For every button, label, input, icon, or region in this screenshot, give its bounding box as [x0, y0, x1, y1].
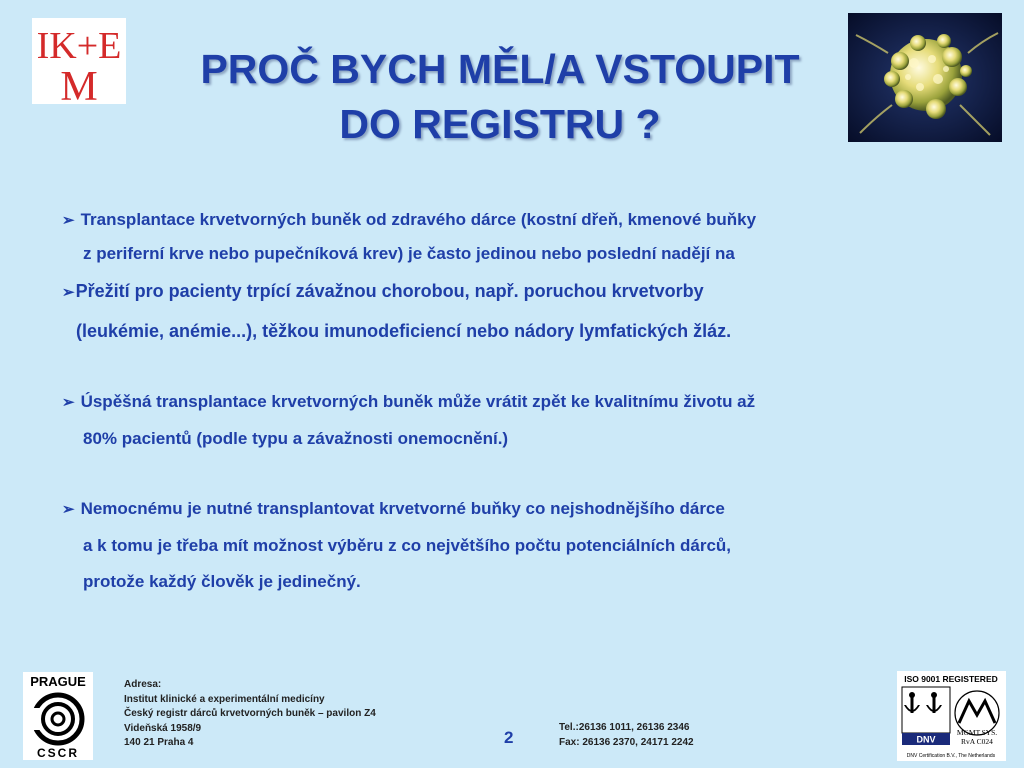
ikem-logo: [32, 18, 126, 104]
iso-9001-logo: [897, 671, 1006, 761]
bullet-3-line-2: 80% pacientů (podle typu a závažnosti onemocnění.): [83, 429, 509, 448]
stem-cell-photo: [848, 13, 1002, 142]
iso-logo-dnv: DNV: [916, 734, 936, 745]
bullet-arrow-icon: ➢: [62, 212, 75, 229]
ikem-logo-text-bottom: M: [60, 64, 98, 104]
bullet-arrow-icon: ➢: [62, 284, 75, 301]
bullet-2-line-1: [62, 280, 704, 304]
title-line-2: DO REGISTRU ?: [339, 101, 661, 147]
contact-fax: Fax: 26136 2370, 24171 2242: [559, 737, 694, 748]
bullet-2-line-2: (leukémie, anémie...), těžkou imunodeficiencí nebo nádory lymfatických žláz.: [76, 321, 732, 341]
page-number: 2: [504, 728, 514, 747]
dnv-emblem-icon: [902, 687, 950, 745]
prague-cscr-logo: [23, 672, 93, 760]
bullet-4-line-2: a k tomu je třeba mít možnost výběru z co největšího počtu potenciálních dárců,: [83, 536, 732, 555]
footer-contact: [559, 720, 694, 750]
bullet-1-line-2: z periferní krve nebo pupečníková krev) je často jedinou nebo poslední nadějí na: [83, 244, 735, 263]
title-line-1: PROČ BYCH MĚL/A VSTOUPIT: [200, 46, 800, 92]
bullet-4-text-1: Nemocnému je nutné transplantovat krvetvorné buňky co nejshodnějšího dárce: [80, 499, 725, 518]
rva-emblem-icon: [955, 691, 999, 746]
bullet-1-text-1: Transplantace krvetvorných buněk od zdravého dárce (kostní dřeň, kmenové buňky: [80, 210, 757, 229]
iso-logo-caption: DNV Certification B.V., The Netherlands: [906, 753, 996, 759]
footer-address: [124, 678, 376, 751]
iso-logo-mgmt-2: RvA C024: [961, 737, 993, 746]
bullet-2-text-1: Přežití pro pacienty trpící závažnou chorobou, např. poruchou krvetvorby: [75, 281, 704, 301]
prague-logo-text-bottom: CSCR: [36, 746, 80, 760]
address-line: 140 21 Praha 4: [124, 737, 194, 748]
bullet-arrow-icon: ➢: [62, 501, 75, 518]
bullet-3-text-1: Úspěšná transplantace krvetvorných buněk může vrátit zpět ke kvalitnímu životu až: [80, 392, 756, 411]
bullet-1-line-1: [62, 209, 756, 232]
address-line: Videňská 1958/9: [124, 722, 202, 734]
bullet-4-line-1: [62, 498, 725, 521]
address-line: Institut klinické a experimentální medicíny: [124, 693, 325, 705]
bullet-4-line-3: protože každý člověk je jedinečný.: [83, 572, 361, 591]
iso-logo-title: ISO 9001 REGISTERED: [904, 674, 998, 684]
address-line: Český registr dárců krvetvorných buněk – pavilon Z4: [124, 708, 376, 719]
bullet-3-line-1: [62, 391, 755, 414]
bullet-arrow-icon: ➢: [62, 394, 75, 411]
ikem-logo-text-top: IK+E: [36, 25, 122, 67]
iso-logo-mgmt-1: MGMT.SYS.: [956, 728, 998, 737]
prague-logo-text-top: PRAGUE: [30, 674, 86, 689]
page-title: [140, 42, 860, 152]
contact-phone: Tel.:26136 1011, 26136 2346: [559, 722, 690, 733]
address-line: Adresa:: [124, 679, 162, 690]
